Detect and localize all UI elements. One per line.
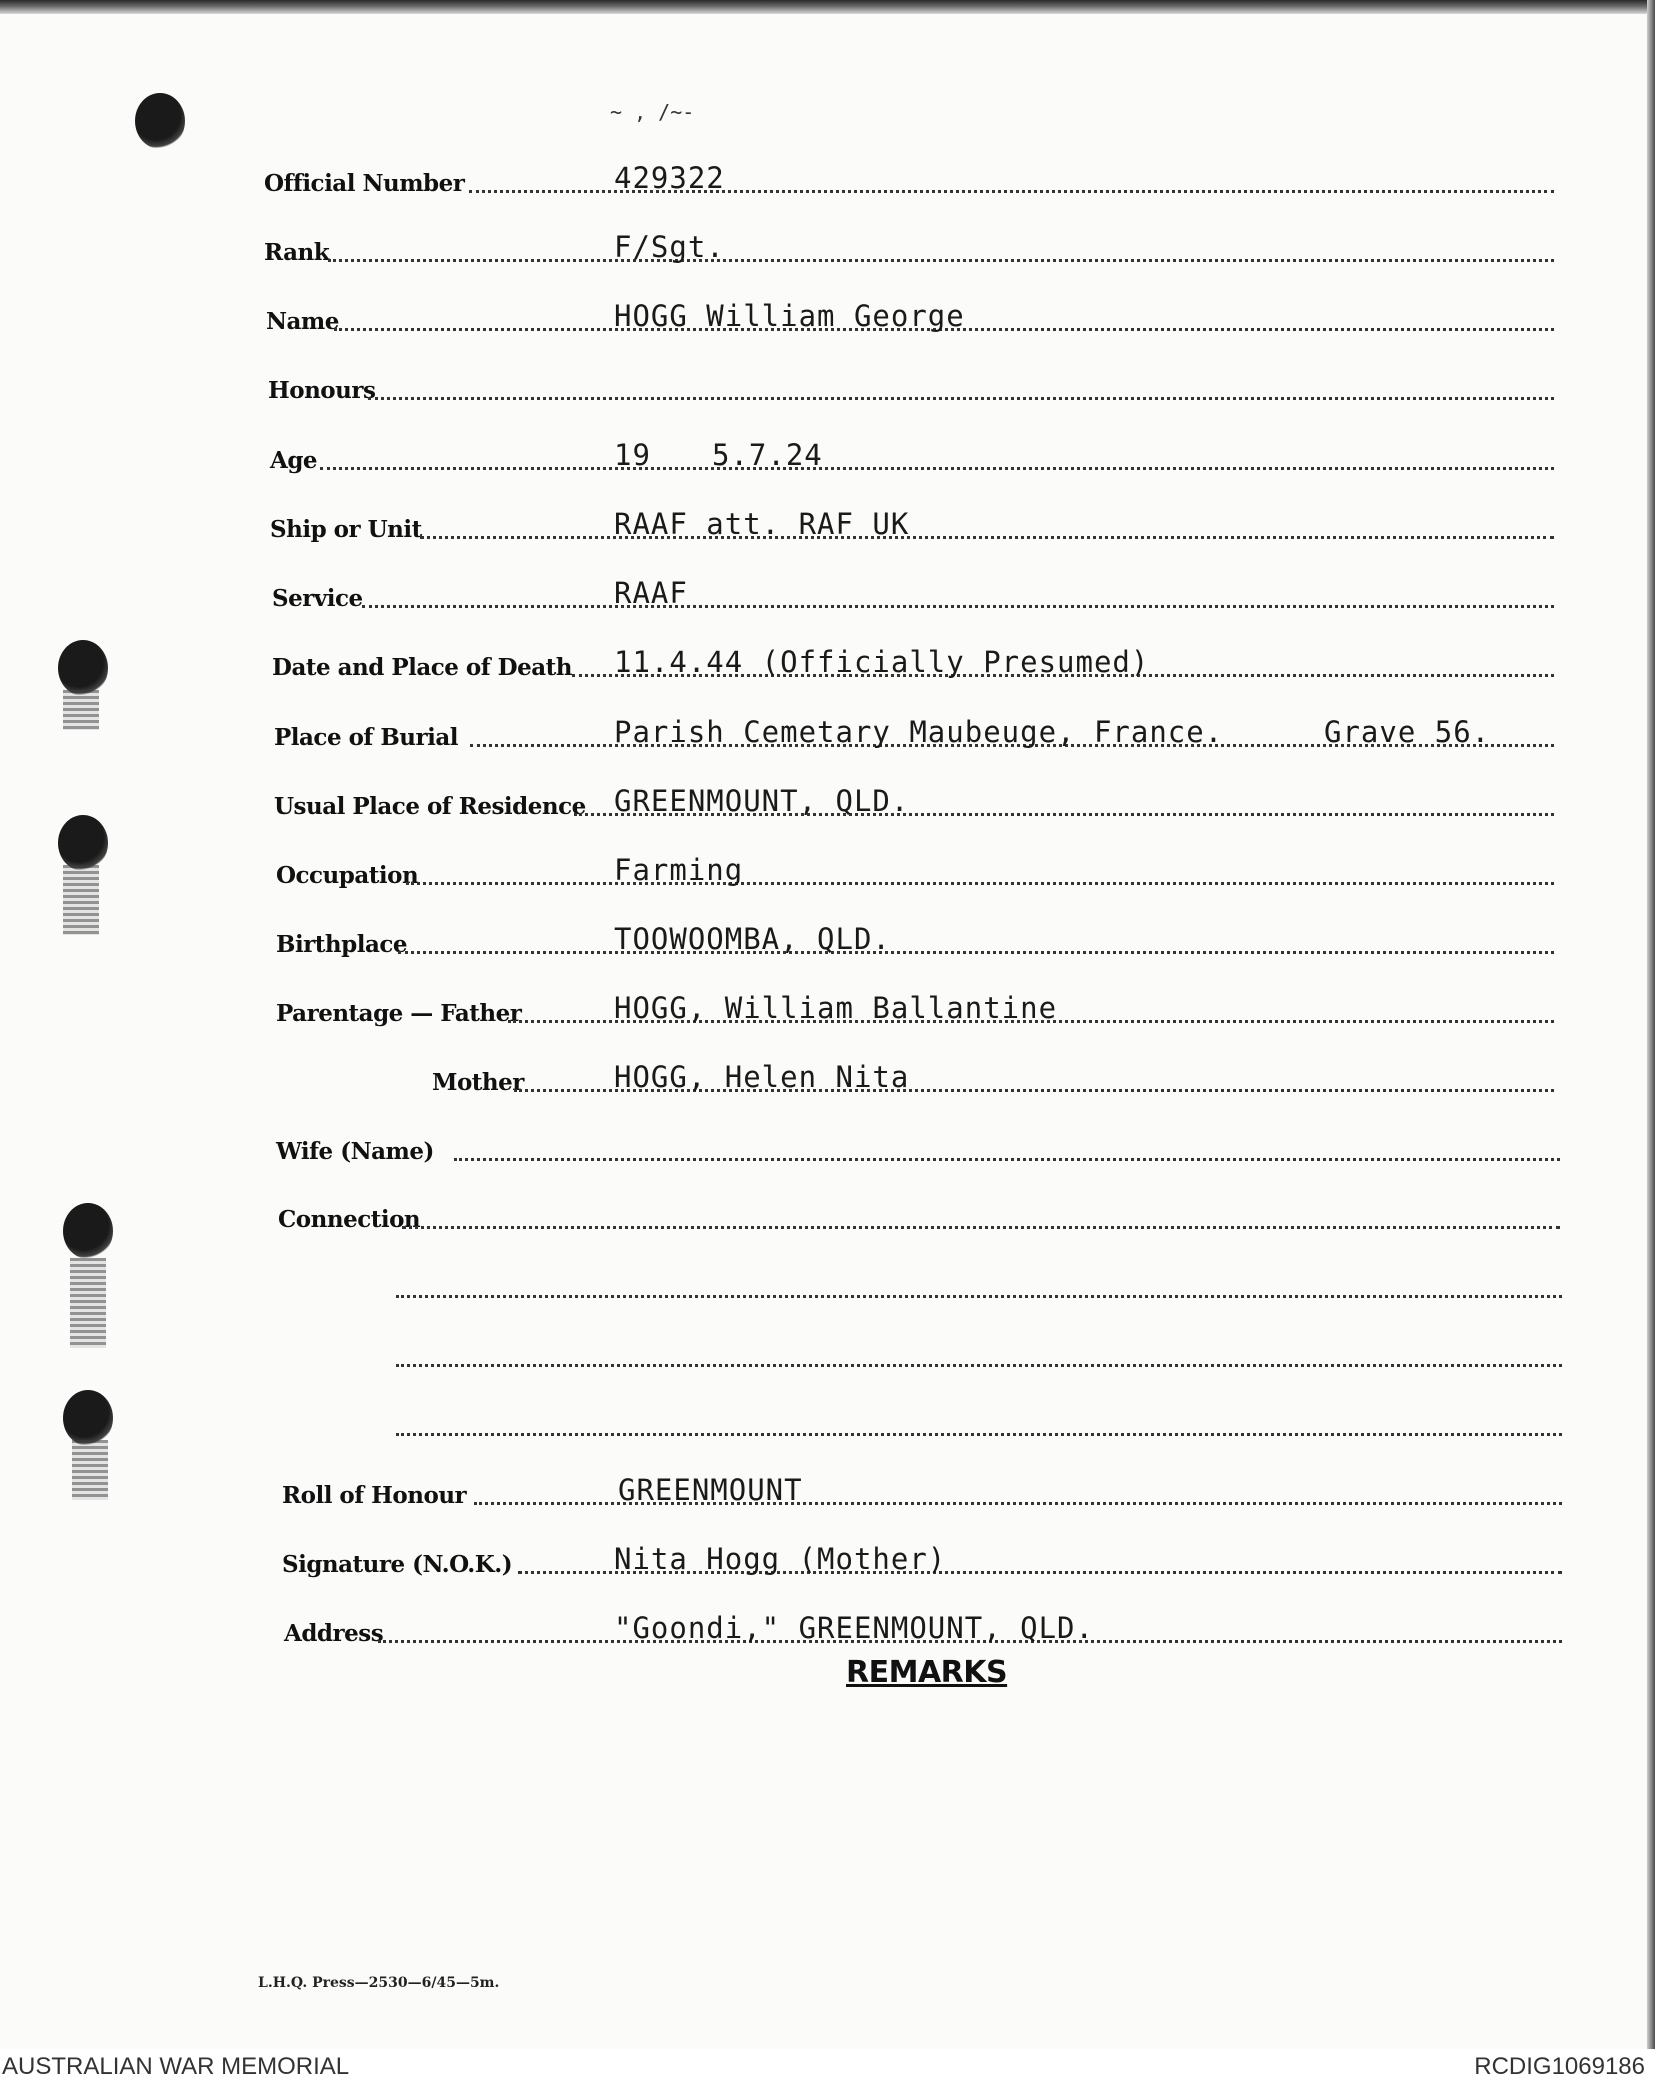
field-label: Rank bbox=[264, 239, 330, 266]
top-mark: ~ , /~- bbox=[610, 100, 695, 124]
field-label: Signature (N.O.K.) bbox=[282, 1551, 513, 1578]
field-value-grave: Grave 56. bbox=[1324, 715, 1491, 749]
field-wife-name bbox=[276, 1133, 1560, 1167]
field-value: RAAF att. RAF UK bbox=[614, 507, 910, 541]
field-value: GREENMOUNT, QLD. bbox=[614, 784, 910, 818]
field-value: GREENMOUNT bbox=[618, 1473, 803, 1507]
dotted-line bbox=[328, 259, 1554, 262]
scan-smudge bbox=[63, 690, 99, 730]
field-age bbox=[270, 438, 1554, 476]
field-father bbox=[276, 991, 1554, 1029]
dotted-line bbox=[406, 882, 1554, 885]
field-value: Farming bbox=[614, 853, 744, 887]
field-birthplace bbox=[276, 922, 1554, 960]
field-value: 429322 bbox=[614, 161, 725, 195]
connection-extra-line bbox=[396, 1408, 1562, 1442]
field-label: Roll of Honour bbox=[282, 1482, 467, 1509]
punch-hole bbox=[63, 1203, 113, 1259]
field-label: Birthplace bbox=[276, 931, 408, 958]
field-ship-or-unit bbox=[270, 507, 1554, 545]
field-rank bbox=[264, 230, 1554, 268]
field-honours bbox=[268, 372, 1554, 406]
dotted-line bbox=[398, 951, 1554, 954]
field-value: RAAF bbox=[614, 576, 688, 610]
punch-hole bbox=[58, 640, 108, 696]
field-value: HOGG, Helen Nita bbox=[614, 1060, 910, 1094]
printer-imprint: L.H.Q. Press—2530—6/45—5m. bbox=[258, 1975, 500, 1991]
field-value: Parish Cemetary Maubeuge, France. bbox=[614, 715, 1224, 749]
field-place-of-burial bbox=[274, 715, 1554, 753]
field-value: 11.4.44 (Officially Presumed) bbox=[614, 645, 1150, 679]
dotted-line bbox=[362, 605, 1554, 608]
field-label: Official Number bbox=[264, 170, 465, 197]
field-official-number bbox=[264, 161, 1554, 199]
field-label: Wife (Name) bbox=[276, 1138, 434, 1165]
field-value: HOGG, William Ballantine bbox=[614, 991, 1058, 1025]
scan-smudge bbox=[70, 1258, 106, 1348]
scan-smudge bbox=[72, 1440, 108, 1500]
field-value: TOOWOOMBA, QLD. bbox=[614, 922, 891, 956]
field-connection bbox=[278, 1201, 1560, 1235]
field-label: Service bbox=[272, 585, 363, 612]
scan-smudge bbox=[63, 865, 99, 935]
field-label: Usual Place of Residence bbox=[274, 793, 586, 820]
archive-footer bbox=[0, 2049, 1655, 2082]
field-value: HOGG William George bbox=[614, 299, 965, 333]
scan-edge-top bbox=[0, 0, 1655, 14]
dotted-line bbox=[368, 397, 1554, 400]
field-service bbox=[272, 576, 1554, 614]
dotted-line bbox=[396, 1295, 1562, 1298]
field-value: 19 bbox=[614, 438, 651, 472]
dotted-line bbox=[454, 1158, 1560, 1161]
dotted-line bbox=[420, 536, 1554, 539]
field-address bbox=[284, 1611, 1562, 1649]
field-value-birthdate: 5.7.24 bbox=[712, 438, 823, 472]
record-id: RCDIG1069186 bbox=[1474, 2053, 1645, 2080]
field-label: Mother bbox=[432, 1069, 524, 1096]
connection-extra-line bbox=[396, 1270, 1562, 1304]
archive-name: AUSTRALIAN WAR MEMORIAL bbox=[2, 2053, 350, 2080]
field-label: Connection bbox=[278, 1206, 421, 1233]
punch-hole bbox=[63, 1390, 113, 1446]
dotted-line bbox=[396, 1433, 1562, 1436]
dotted-line bbox=[402, 1226, 1560, 1229]
field-label: Place of Burial bbox=[274, 724, 458, 751]
connection-extra-line bbox=[396, 1339, 1562, 1373]
field-roll-of-honour bbox=[282, 1473, 1562, 1511]
field-label: Ship or Unit bbox=[270, 516, 422, 543]
remarks-heading: REMARKS bbox=[846, 1655, 1008, 1690]
field-label: Parentage — Father bbox=[276, 1000, 522, 1027]
punch-hole bbox=[135, 93, 185, 149]
field-value: F/Sgt. bbox=[614, 230, 725, 264]
scan-edge-right bbox=[1647, 0, 1655, 2060]
field-occupation bbox=[276, 853, 1554, 891]
field-signature-nok bbox=[282, 1542, 1562, 1580]
punch-hole bbox=[58, 815, 108, 871]
field-value: "Goondi," GREENMOUNT, QLD. bbox=[614, 1611, 1094, 1645]
field-usual-residence bbox=[274, 784, 1554, 822]
field-label: Name bbox=[266, 308, 339, 335]
field-label: Occupation bbox=[276, 862, 419, 889]
field-label: Date and Place of Death bbox=[272, 654, 572, 681]
field-name bbox=[266, 299, 1554, 337]
dotted-line bbox=[396, 1364, 1562, 1367]
field-label: Age bbox=[270, 447, 318, 474]
field-label: Honours bbox=[268, 377, 376, 404]
field-date-place-of-death bbox=[272, 645, 1554, 683]
field-label: Address bbox=[284, 1620, 384, 1647]
dotted-line bbox=[320, 467, 1554, 470]
field-value: Nita Hogg (Mother) bbox=[614, 1542, 947, 1576]
field-mother bbox=[432, 1060, 1554, 1098]
